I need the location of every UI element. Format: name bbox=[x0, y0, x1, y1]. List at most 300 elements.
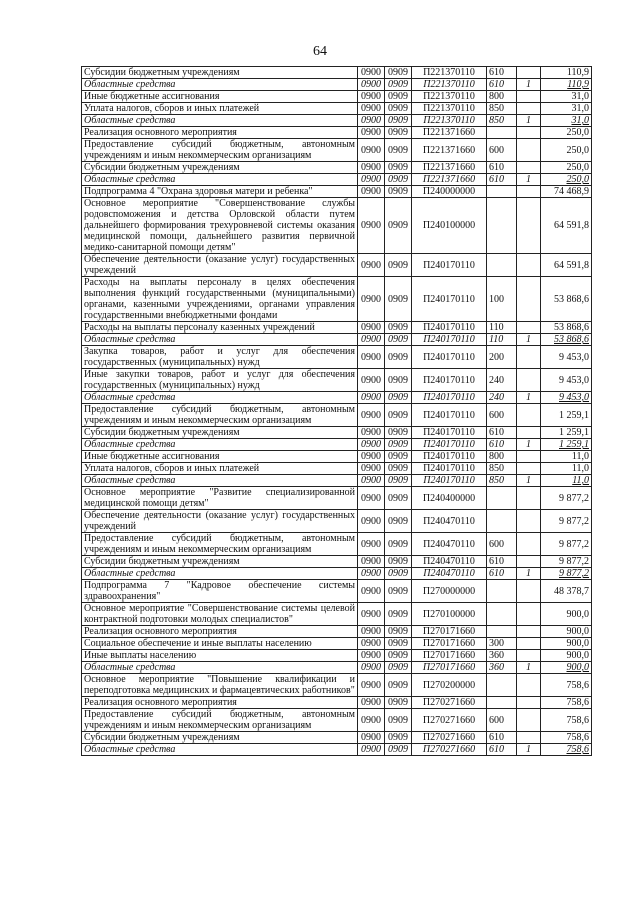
section-code-cell: 0900 bbox=[358, 322, 385, 334]
amount-cell: 758,6 bbox=[541, 674, 592, 697]
table-row bbox=[82, 392, 592, 404]
expense-name-cell: Иные выплаты населению bbox=[82, 650, 358, 662]
target-article-cell: П240170110 bbox=[412, 254, 487, 277]
funding-source-cell bbox=[517, 697, 541, 709]
funding-source-cell bbox=[517, 533, 541, 556]
amount-cell: 11,0 bbox=[541, 451, 592, 463]
target-article-cell: П270171660 bbox=[412, 650, 487, 662]
section-code-cell: 0900 bbox=[358, 392, 385, 404]
expense-type-cell bbox=[487, 510, 517, 533]
subsection-code-cell: 0909 bbox=[385, 103, 412, 115]
subsection-code-cell: 0909 bbox=[385, 115, 412, 127]
expense-name-cell: Реализация основного мероприятия bbox=[82, 697, 358, 709]
funding-source-cell: 1 bbox=[517, 568, 541, 580]
expense-name-cell: Предоставление субсидий бюджетным, автономным учреждениям и иным некоммерческим организациям bbox=[82, 139, 358, 162]
table-row bbox=[82, 334, 592, 346]
amount-cell: 9 877,2 bbox=[541, 533, 592, 556]
expense-type-cell: 610 bbox=[487, 556, 517, 568]
funding-source-cell bbox=[517, 186, 541, 198]
expense-type-cell bbox=[487, 580, 517, 603]
target-article-cell: П270271660 bbox=[412, 744, 487, 756]
table-row bbox=[82, 174, 592, 186]
section-code-cell: 0900 bbox=[358, 334, 385, 346]
target-article-cell: П240100000 bbox=[412, 198, 487, 254]
subsection-code-cell: 0909 bbox=[385, 186, 412, 198]
section-code-cell: 0900 bbox=[358, 475, 385, 487]
expense-type-cell bbox=[487, 127, 517, 139]
target-article-cell: П270171660 bbox=[412, 638, 487, 650]
target-article-cell: П221371660 bbox=[412, 127, 487, 139]
subsection-code-cell: 0909 bbox=[385, 697, 412, 709]
funding-source-cell: 1 bbox=[517, 174, 541, 186]
table-row bbox=[82, 162, 592, 174]
section-code-cell: 0900 bbox=[358, 674, 385, 697]
expense-type-cell: 200 bbox=[487, 346, 517, 369]
expense-type-cell: 610 bbox=[487, 162, 517, 174]
section-code-cell: 0900 bbox=[358, 556, 385, 568]
table-row bbox=[82, 510, 592, 533]
table-row bbox=[82, 198, 592, 254]
expense-name-cell: Областные средства bbox=[82, 475, 358, 487]
subsection-code-cell: 0909 bbox=[385, 174, 412, 186]
page-number: 64 bbox=[313, 44, 327, 59]
expense-type-cell bbox=[487, 487, 517, 510]
subsection-code-cell: 0909 bbox=[385, 674, 412, 697]
funding-source-cell bbox=[517, 67, 541, 79]
target-article-cell: П221371660 bbox=[412, 162, 487, 174]
table-row bbox=[82, 709, 592, 732]
target-article-cell: П240170110 bbox=[412, 346, 487, 369]
expense-name-cell: Областные средства bbox=[82, 662, 358, 674]
expense-type-cell bbox=[487, 198, 517, 254]
table-row bbox=[82, 369, 592, 392]
amount-cell: 900,0 bbox=[541, 662, 592, 674]
expense-type-cell: 600 bbox=[487, 404, 517, 427]
target-article-cell: П221370110 bbox=[412, 115, 487, 127]
amount-cell: 11,0 bbox=[541, 463, 592, 475]
amount-cell: 9 453,0 bbox=[541, 369, 592, 392]
section-code-cell: 0900 bbox=[358, 709, 385, 732]
funding-source-cell bbox=[517, 427, 541, 439]
expense-type-cell: 610 bbox=[487, 732, 517, 744]
target-article-cell: П240170110 bbox=[412, 392, 487, 404]
section-code-cell: 0900 bbox=[358, 79, 385, 91]
subsection-code-cell: 0909 bbox=[385, 127, 412, 139]
table-row bbox=[82, 697, 592, 709]
funding-source-cell bbox=[517, 638, 541, 650]
subsection-code-cell: 0909 bbox=[385, 451, 412, 463]
table-row bbox=[82, 463, 592, 475]
table-row bbox=[82, 254, 592, 277]
subsection-code-cell: 0909 bbox=[385, 322, 412, 334]
target-article-cell: П221370110 bbox=[412, 79, 487, 91]
table-row bbox=[82, 127, 592, 139]
funding-source-cell bbox=[517, 732, 541, 744]
expense-type-cell: 850 bbox=[487, 463, 517, 475]
expense-name-cell: Предоставление субсидий бюджетным, автономным учреждениям и иным некоммерческим организациям bbox=[82, 404, 358, 427]
expense-type-cell: 240 bbox=[487, 392, 517, 404]
funding-source-cell bbox=[517, 463, 541, 475]
subsection-code-cell: 0909 bbox=[385, 732, 412, 744]
expense-name-cell: Реализация основного мероприятия bbox=[82, 127, 358, 139]
section-code-cell: 0900 bbox=[358, 463, 385, 475]
subsection-code-cell: 0909 bbox=[385, 427, 412, 439]
expense-type-cell: 360 bbox=[487, 650, 517, 662]
subsection-code-cell: 0909 bbox=[385, 626, 412, 638]
table-row bbox=[82, 346, 592, 369]
expense-type-cell: 610 bbox=[487, 174, 517, 186]
target-article-cell: П240470110 bbox=[412, 568, 487, 580]
funding-source-cell: 1 bbox=[517, 392, 541, 404]
table-row bbox=[82, 79, 592, 91]
target-article-cell: П270200000 bbox=[412, 674, 487, 697]
subsection-code-cell: 0909 bbox=[385, 650, 412, 662]
expense-name-cell: Уплата налогов, сборов и иных платежей bbox=[82, 463, 358, 475]
expense-type-cell: 600 bbox=[487, 709, 517, 732]
target-article-cell: П240170110 bbox=[412, 277, 487, 322]
funding-source-cell bbox=[517, 487, 541, 510]
expense-name-cell: Закупка товаров, работ и услуг для обеспечения государственных (муниципальных) нужд bbox=[82, 346, 358, 369]
amount-cell: 11,0 bbox=[541, 475, 592, 487]
funding-source-cell bbox=[517, 369, 541, 392]
expense-name-cell: Обеспечение деятельности (оказание услуг) государственных учреждений bbox=[82, 254, 358, 277]
funding-source-cell bbox=[517, 451, 541, 463]
subsection-code-cell: 0909 bbox=[385, 638, 412, 650]
expense-name-cell: Расходы на выплаты персоналу казенных учреждений bbox=[82, 322, 358, 334]
expense-type-cell: 850 bbox=[487, 115, 517, 127]
expense-name-cell: Областные средства bbox=[82, 568, 358, 580]
section-code-cell: 0900 bbox=[358, 198, 385, 254]
expense-type-cell bbox=[487, 254, 517, 277]
funding-source-cell bbox=[517, 139, 541, 162]
section-code-cell: 0900 bbox=[358, 533, 385, 556]
target-article-cell: П270271660 bbox=[412, 697, 487, 709]
amount-cell: 900,0 bbox=[541, 603, 592, 626]
section-code-cell: 0900 bbox=[358, 115, 385, 127]
expense-name-cell: Областные средства bbox=[82, 744, 358, 756]
subsection-code-cell: 0909 bbox=[385, 334, 412, 346]
target-article-cell: П240170110 bbox=[412, 451, 487, 463]
section-code-cell: 0900 bbox=[358, 254, 385, 277]
subsection-code-cell: 0909 bbox=[385, 392, 412, 404]
section-code-cell: 0900 bbox=[358, 744, 385, 756]
subsection-code-cell: 0909 bbox=[385, 662, 412, 674]
target-article-cell: П240470110 bbox=[412, 556, 487, 568]
section-code-cell: 0900 bbox=[358, 650, 385, 662]
target-article-cell: П270100000 bbox=[412, 603, 487, 626]
table-row bbox=[82, 568, 592, 580]
subsection-code-cell: 0909 bbox=[385, 487, 412, 510]
subsection-code-cell: 0909 bbox=[385, 439, 412, 451]
table-row bbox=[82, 556, 592, 568]
section-code-cell: 0900 bbox=[358, 510, 385, 533]
funding-source-cell bbox=[517, 322, 541, 334]
amount-cell: 758,6 bbox=[541, 744, 592, 756]
amount-cell: 53 868,6 bbox=[541, 322, 592, 334]
subsection-code-cell: 0909 bbox=[385, 198, 412, 254]
section-code-cell: 0900 bbox=[358, 346, 385, 369]
expense-type-cell bbox=[487, 697, 517, 709]
expense-name-cell: Социальное обеспечение и иные выплаты населению bbox=[82, 638, 358, 650]
section-code-cell: 0900 bbox=[358, 638, 385, 650]
section-code-cell: 0900 bbox=[358, 732, 385, 744]
expense-name-cell: Субсидии бюджетным учреждениям bbox=[82, 67, 358, 79]
expense-name-cell: Расходы на выплаты персоналу в целях обеспечения выполнения функций государственными (муниципальными) органами, казенными учреждениями, органами управления государственными внебюджетными фондами bbox=[82, 277, 358, 322]
table-row bbox=[82, 533, 592, 556]
amount-cell: 31,0 bbox=[541, 91, 592, 103]
amount-cell: 9 877,2 bbox=[541, 487, 592, 510]
table-row bbox=[82, 277, 592, 322]
amount-cell: 74 468,9 bbox=[541, 186, 592, 198]
funding-source-cell bbox=[517, 103, 541, 115]
table-row bbox=[82, 404, 592, 427]
funding-source-cell bbox=[517, 603, 541, 626]
subsection-code-cell: 0909 bbox=[385, 556, 412, 568]
expense-type-cell: 110 bbox=[487, 334, 517, 346]
amount-cell: 64 591,8 bbox=[541, 254, 592, 277]
expense-type-cell: 610 bbox=[487, 568, 517, 580]
section-code-cell: 0900 bbox=[358, 127, 385, 139]
amount-cell: 758,6 bbox=[541, 697, 592, 709]
target-article-cell: П270271660 bbox=[412, 732, 487, 744]
expense-type-cell: 300 bbox=[487, 638, 517, 650]
section-code-cell: 0900 bbox=[358, 404, 385, 427]
funding-source-cell bbox=[517, 709, 541, 732]
table-row bbox=[82, 744, 592, 756]
amount-cell: 31,0 bbox=[541, 103, 592, 115]
subsection-code-cell: 0909 bbox=[385, 404, 412, 427]
table-row bbox=[82, 475, 592, 487]
target-article-cell: П240170110 bbox=[412, 427, 487, 439]
expense-type-cell: 100 bbox=[487, 277, 517, 322]
funding-source-cell bbox=[517, 556, 541, 568]
subsection-code-cell: 0909 bbox=[385, 603, 412, 626]
amount-cell: 1 259,1 bbox=[541, 439, 592, 451]
section-code-cell: 0900 bbox=[358, 277, 385, 322]
table-row bbox=[82, 115, 592, 127]
table-row bbox=[82, 451, 592, 463]
section-code-cell: 0900 bbox=[358, 568, 385, 580]
section-code-cell: 0900 bbox=[358, 487, 385, 510]
target-article-cell: П240400000 bbox=[412, 487, 487, 510]
target-article-cell: П240000000 bbox=[412, 186, 487, 198]
expense-name-cell: Иные бюджетные ассигнования bbox=[82, 91, 358, 103]
amount-cell: 250,0 bbox=[541, 162, 592, 174]
budget-table bbox=[81, 66, 592, 756]
expense-name-cell: Областные средства bbox=[82, 79, 358, 91]
expense-name-cell: Подпрограмма 7 "Кадровое обеспечение системы здравоохранения" bbox=[82, 580, 358, 603]
expense-type-cell: 800 bbox=[487, 91, 517, 103]
subsection-code-cell: 0909 bbox=[385, 346, 412, 369]
amount-cell: 250,0 bbox=[541, 174, 592, 186]
amount-cell: 900,0 bbox=[541, 626, 592, 638]
table-row bbox=[82, 139, 592, 162]
expense-type-cell: 610 bbox=[487, 67, 517, 79]
expense-type-cell: 850 bbox=[487, 103, 517, 115]
target-article-cell: П270171660 bbox=[412, 626, 487, 638]
expense-name-cell: Уплата налогов, сборов и иных платежей bbox=[82, 103, 358, 115]
funding-source-cell bbox=[517, 674, 541, 697]
expense-name-cell: Областные средства bbox=[82, 392, 358, 404]
subsection-code-cell: 0909 bbox=[385, 475, 412, 487]
expense-name-cell: Областные средства bbox=[82, 439, 358, 451]
target-article-cell: П240170110 bbox=[412, 322, 487, 334]
subsection-code-cell: 0909 bbox=[385, 463, 412, 475]
target-article-cell: П221370110 bbox=[412, 103, 487, 115]
expense-type-cell: 360 bbox=[487, 662, 517, 674]
section-code-cell: 0900 bbox=[358, 91, 385, 103]
subsection-code-cell: 0909 bbox=[385, 277, 412, 322]
expense-type-cell: 800 bbox=[487, 451, 517, 463]
amount-cell: 53 868,6 bbox=[541, 277, 592, 322]
target-article-cell: П270171660 bbox=[412, 662, 487, 674]
amount-cell: 110,9 bbox=[541, 67, 592, 79]
expense-type-cell: 610 bbox=[487, 427, 517, 439]
expense-type-cell bbox=[487, 186, 517, 198]
funding-source-cell bbox=[517, 127, 541, 139]
expense-name-cell: Основное мероприятие "Повышение квалификации и переподготовка медицинских и фармацевтических работников" bbox=[82, 674, 358, 697]
expense-name-cell: Основное мероприятие "Совершенствование службы родовспоможения и детства Орловской области путем дальнейшего формирования трехуровневой системы оказания медицинской помощи, дальнейшего развития первичной медико-санитарной помощи детям" bbox=[82, 198, 358, 254]
table-row bbox=[82, 439, 592, 451]
amount-cell: 9 453,0 bbox=[541, 346, 592, 369]
table-row bbox=[82, 650, 592, 662]
section-code-cell: 0900 bbox=[358, 451, 385, 463]
amount-cell: 900,0 bbox=[541, 650, 592, 662]
expense-name-cell: Субсидии бюджетным учреждениям bbox=[82, 162, 358, 174]
target-article-cell: П240170110 bbox=[412, 369, 487, 392]
funding-source-cell: 1 bbox=[517, 744, 541, 756]
expense-name-cell: Областные средства bbox=[82, 115, 358, 127]
subsection-code-cell: 0909 bbox=[385, 67, 412, 79]
expense-name-cell: Областные средства bbox=[82, 334, 358, 346]
section-code-cell: 0900 bbox=[358, 139, 385, 162]
subsection-code-cell: 0909 bbox=[385, 744, 412, 756]
subsection-code-cell: 0909 bbox=[385, 91, 412, 103]
funding-source-cell: 1 bbox=[517, 475, 541, 487]
section-code-cell: 0900 bbox=[358, 174, 385, 186]
expense-name-cell: Основное мероприятие "Совершенствование системы целевой контрактной подготовки молодых специалистов" bbox=[82, 603, 358, 626]
funding-source-cell bbox=[517, 91, 541, 103]
target-article-cell: П221370110 bbox=[412, 67, 487, 79]
amount-cell: 31,0 bbox=[541, 115, 592, 127]
target-article-cell: П270000000 bbox=[412, 580, 487, 603]
funding-source-cell bbox=[517, 510, 541, 533]
funding-source-cell: 1 bbox=[517, 439, 541, 451]
amount-cell: 64 591,8 bbox=[541, 198, 592, 254]
expense-name-cell: Реализация основного мероприятия bbox=[82, 626, 358, 638]
table-row bbox=[82, 638, 592, 650]
expense-type-cell: 600 bbox=[487, 533, 517, 556]
subsection-code-cell: 0909 bbox=[385, 580, 412, 603]
table-row bbox=[82, 662, 592, 674]
expense-name-cell: Предоставление субсидий бюджетным, автономным учреждениям и иным некоммерческим организациям bbox=[82, 709, 358, 732]
subsection-code-cell: 0909 bbox=[385, 254, 412, 277]
table-row bbox=[82, 186, 592, 198]
subsection-code-cell: 0909 bbox=[385, 369, 412, 392]
funding-source-cell: 1 bbox=[517, 79, 541, 91]
amount-cell: 9 877,2 bbox=[541, 568, 592, 580]
target-article-cell: П221370110 bbox=[412, 91, 487, 103]
amount-cell: 48 378,7 bbox=[541, 580, 592, 603]
table-row bbox=[82, 626, 592, 638]
amount-cell: 1 259,1 bbox=[541, 427, 592, 439]
amount-cell: 250,0 bbox=[541, 127, 592, 139]
target-article-cell: П240170110 bbox=[412, 463, 487, 475]
expense-name-cell: Иные закупки товаров, работ и услуг для обеспечения государственных (муниципальных) нужд bbox=[82, 369, 358, 392]
funding-source-cell: 1 bbox=[517, 662, 541, 674]
funding-source-cell bbox=[517, 580, 541, 603]
table-row bbox=[82, 103, 592, 115]
amount-cell: 758,6 bbox=[541, 709, 592, 732]
target-article-cell: П240170110 bbox=[412, 439, 487, 451]
section-code-cell: 0900 bbox=[358, 603, 385, 626]
funding-source-cell bbox=[517, 650, 541, 662]
subsection-code-cell: 0909 bbox=[385, 568, 412, 580]
subsection-code-cell: 0909 bbox=[385, 709, 412, 732]
section-code-cell: 0900 bbox=[358, 427, 385, 439]
section-code-cell: 0900 bbox=[358, 103, 385, 115]
funding-source-cell bbox=[517, 404, 541, 427]
subsection-code-cell: 0909 bbox=[385, 79, 412, 91]
table-row bbox=[82, 732, 592, 744]
expense-type-cell: 850 bbox=[487, 475, 517, 487]
section-code-cell: 0900 bbox=[358, 162, 385, 174]
target-article-cell: П240470110 bbox=[412, 533, 487, 556]
subsection-code-cell: 0909 bbox=[385, 162, 412, 174]
target-article-cell: П240470110 bbox=[412, 510, 487, 533]
expense-type-cell: 610 bbox=[487, 744, 517, 756]
funding-source-cell bbox=[517, 198, 541, 254]
funding-source-cell bbox=[517, 254, 541, 277]
expense-type-cell bbox=[487, 626, 517, 638]
target-article-cell: П270271660 bbox=[412, 709, 487, 732]
funding-source-cell bbox=[517, 626, 541, 638]
section-code-cell: 0900 bbox=[358, 626, 385, 638]
expense-type-cell: 610 bbox=[487, 439, 517, 451]
funding-source-cell bbox=[517, 162, 541, 174]
section-code-cell: 0900 bbox=[358, 369, 385, 392]
amount-cell: 250,0 bbox=[541, 139, 592, 162]
section-code-cell: 0900 bbox=[358, 67, 385, 79]
expense-type-cell: 240 bbox=[487, 369, 517, 392]
funding-source-cell bbox=[517, 277, 541, 322]
expense-type-cell: 610 bbox=[487, 79, 517, 91]
section-code-cell: 0900 bbox=[358, 697, 385, 709]
table-row bbox=[82, 603, 592, 626]
amount-cell: 110,9 bbox=[541, 79, 592, 91]
expense-name-cell: Субсидии бюджетным учреждениям bbox=[82, 732, 358, 744]
section-code-cell: 0900 bbox=[358, 439, 385, 451]
target-article-cell: П240170110 bbox=[412, 404, 487, 427]
amount-cell: 9 877,2 bbox=[541, 556, 592, 568]
amount-cell: 900,0 bbox=[541, 638, 592, 650]
amount-cell: 758,6 bbox=[541, 732, 592, 744]
amount-cell: 9 453,0 bbox=[541, 392, 592, 404]
expense-name-cell: Обеспечение деятельности (оказание услуг) государственных учреждений bbox=[82, 510, 358, 533]
expense-name-cell: Иные бюджетные ассигнования bbox=[82, 451, 358, 463]
table-row bbox=[82, 487, 592, 510]
budget-table-body bbox=[82, 67, 592, 756]
funding-source-cell: 1 bbox=[517, 115, 541, 127]
expense-type-cell: 600 bbox=[487, 139, 517, 162]
target-article-cell: П221371660 bbox=[412, 174, 487, 186]
amount-cell: 53 868,6 bbox=[541, 334, 592, 346]
amount-cell: 1 259,1 bbox=[541, 404, 592, 427]
expense-type-cell: 110 bbox=[487, 322, 517, 334]
expense-type-cell bbox=[487, 674, 517, 697]
subsection-code-cell: 0909 bbox=[385, 533, 412, 556]
expense-name-cell: Подпрограмма 4 "Охрана здоровья матери и ребенка" bbox=[82, 186, 358, 198]
